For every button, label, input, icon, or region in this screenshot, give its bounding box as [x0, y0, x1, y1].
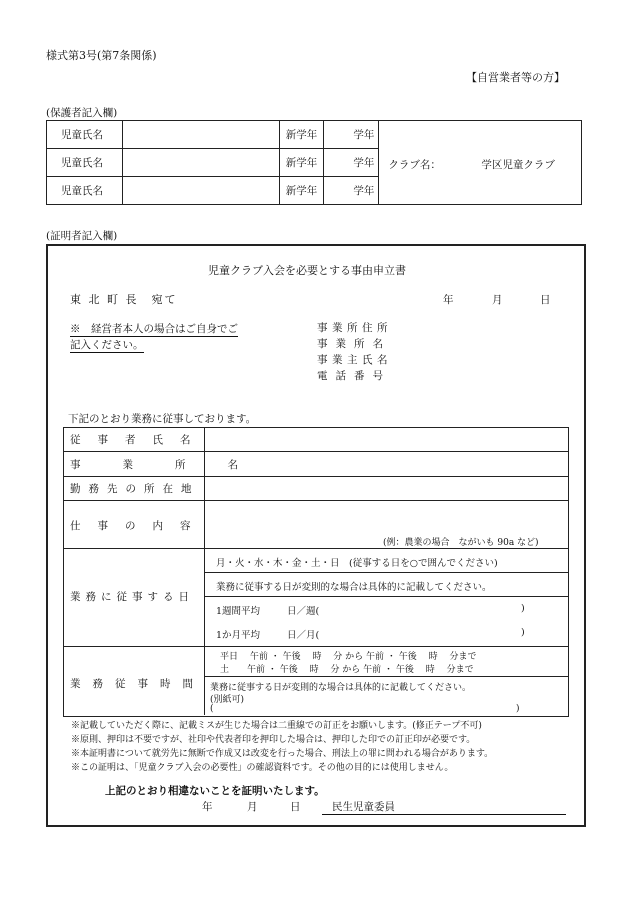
grade-label: 新学年 — [279, 177, 324, 205]
phone-label: 電話番号 — [317, 370, 391, 382]
business-address-label: 事業所住所 — [317, 322, 392, 334]
business-name-label: 事業所名 — [317, 338, 391, 350]
business-name-input[interactable] — [206, 452, 566, 475]
date-year[interactable]: 年 — [443, 294, 454, 306]
business-name-row-label — [70, 457, 280, 472]
attest-year[interactable]: 年 — [202, 801, 213, 813]
form-number: 様式第3号(第7条関係) — [46, 49, 157, 62]
separate-sheet-note: (別紙可) — [210, 695, 245, 705]
hours-variable-note: 業務に従事する日が変則的な場合は具体的に記載してください。 — [210, 683, 472, 693]
self-entry-note: 記入ください。 — [70, 339, 144, 351]
attestation-text: 上記のとおり相違ないことを証明いたします。 — [105, 785, 325, 797]
row-line — [204, 676, 568, 677]
worker-name-label — [70, 432, 208, 447]
work-hours-label — [70, 676, 205, 691]
form-type-label: 【自営業者等の方】 — [466, 71, 565, 84]
note-item: ※本証明書について就労先に無断で作成又は改変を行った場合、刑法上の罪に問われる場合があります。 — [71, 749, 494, 759]
attest-month[interactable]: 月 — [247, 801, 258, 813]
club-name-label: クラブ名： — [388, 159, 441, 171]
attest-day[interactable]: 日 — [290, 801, 301, 813]
certifier-section-label: (証明者記入欄) — [46, 230, 118, 242]
note-item: ※この証明は、「児童クラブ入会の必要性」の確認資料です。その他の目的には使用しません。 — [71, 763, 454, 773]
business-owner-label: 事業主氏名 — [317, 354, 392, 366]
self-entry-note: ※ 経営者本人の場合はご自身でご — [70, 323, 238, 335]
document-title: 児童クラブ入会を必要とする事由申立書 — [208, 264, 406, 277]
commissioner-label: 民生児童委員 — [332, 801, 395, 813]
work-address-input[interactable] — [206, 477, 566, 499]
hours-close-paren: ) — [516, 704, 520, 714]
row-line — [204, 572, 568, 573]
weekly-close-paren: ) — [521, 603, 525, 614]
row-line — [63, 548, 568, 549]
guardian-row — [47, 121, 582, 149]
work-address-label — [70, 481, 198, 496]
date-month[interactable]: 月 — [492, 294, 503, 306]
child-name-label: 児童氏名 — [47, 149, 123, 177]
hours-open-paren[interactable]: ( — [210, 704, 214, 714]
child-name-label: 児童氏名 — [47, 177, 123, 205]
child-name-input[interactable] — [122, 121, 279, 149]
date-day[interactable]: 日 — [540, 294, 551, 306]
monthly-close-paren: ) — [521, 627, 525, 638]
work-days-label — [70, 589, 198, 604]
guardian-section-label: (保護者記入欄) — [46, 107, 118, 119]
saturday-hours-row[interactable]: 土 午前 ・ 午後 時 分 から 午前 ・ 午後 時 分まで — [220, 665, 474, 675]
monthly-average-label: 1か月平均 — [216, 630, 261, 641]
note-item: ※原則、押印は不要ですが、社印や代表者印を押印した場合は、押印した印での訂正印が必要です。 — [71, 735, 476, 745]
work-days-text: 業務に従事する日 — [70, 591, 194, 603]
row-line — [63, 646, 568, 647]
worker-name-input[interactable] — [206, 428, 566, 450]
commissioner-signature-line[interactable] — [322, 799, 566, 815]
grade-label: 新学年 — [279, 149, 324, 177]
weekday-hours-row[interactable]: 平日 午前 ・ 午後 時 分 から 午前 ・ 午後 時 分まで — [220, 652, 477, 662]
child-name-input[interactable] — [122, 149, 279, 177]
business-name-text: 事業所名 — [70, 459, 280, 471]
job-content-text: 仕事の内容 — [70, 520, 208, 532]
intro-text: 下記のとおり業務に従事しております。 — [68, 413, 257, 425]
club-name-cell[interactable] — [379, 121, 582, 205]
guardian-table — [46, 120, 582, 205]
monthly-average-unit[interactable]: 日／月( — [287, 630, 320, 641]
note-item: ※記載していただく際に、記載ミスが生じた場合は二重線での訂正をお願いします。(修正テープ不可) — [71, 721, 482, 731]
job-example: (例：農業の場合 ながいも 90a など) — [383, 538, 539, 548]
grade-unit[interactable]: 学年 — [324, 177, 379, 205]
days-variable-note: 業務に従事する日が変則的な場合は具体的に記載してください。 — [216, 582, 492, 593]
addressee: 東 北 町 長 宛て — [70, 293, 178, 306]
child-name-input[interactable] — [122, 177, 279, 205]
grade-unit[interactable]: 学年 — [324, 149, 379, 177]
weekly-average-label: 1週間平均 — [216, 606, 261, 617]
child-name-label: 児童氏名 — [47, 121, 123, 149]
club-name-value: 学区児童クラブ — [481, 159, 555, 171]
worker-name-text: 従事者氏名 — [70, 434, 208, 446]
grade-label: 新学年 — [279, 121, 324, 149]
row-line — [204, 596, 568, 597]
weekly-average-unit[interactable]: 日／週( — [287, 606, 320, 617]
work-hours-text: 業務従事時間 — [70, 678, 205, 690]
job-content-label — [70, 518, 208, 533]
work-address-text: 勤務先の所在地 — [70, 483, 200, 495]
days-options[interactable]: 月・火・水・木・金・土・日 (従事する日を○で囲んでください) — [216, 558, 498, 569]
grade-unit[interactable]: 学年 — [324, 121, 379, 149]
job-content-input[interactable] — [206, 501, 566, 531]
